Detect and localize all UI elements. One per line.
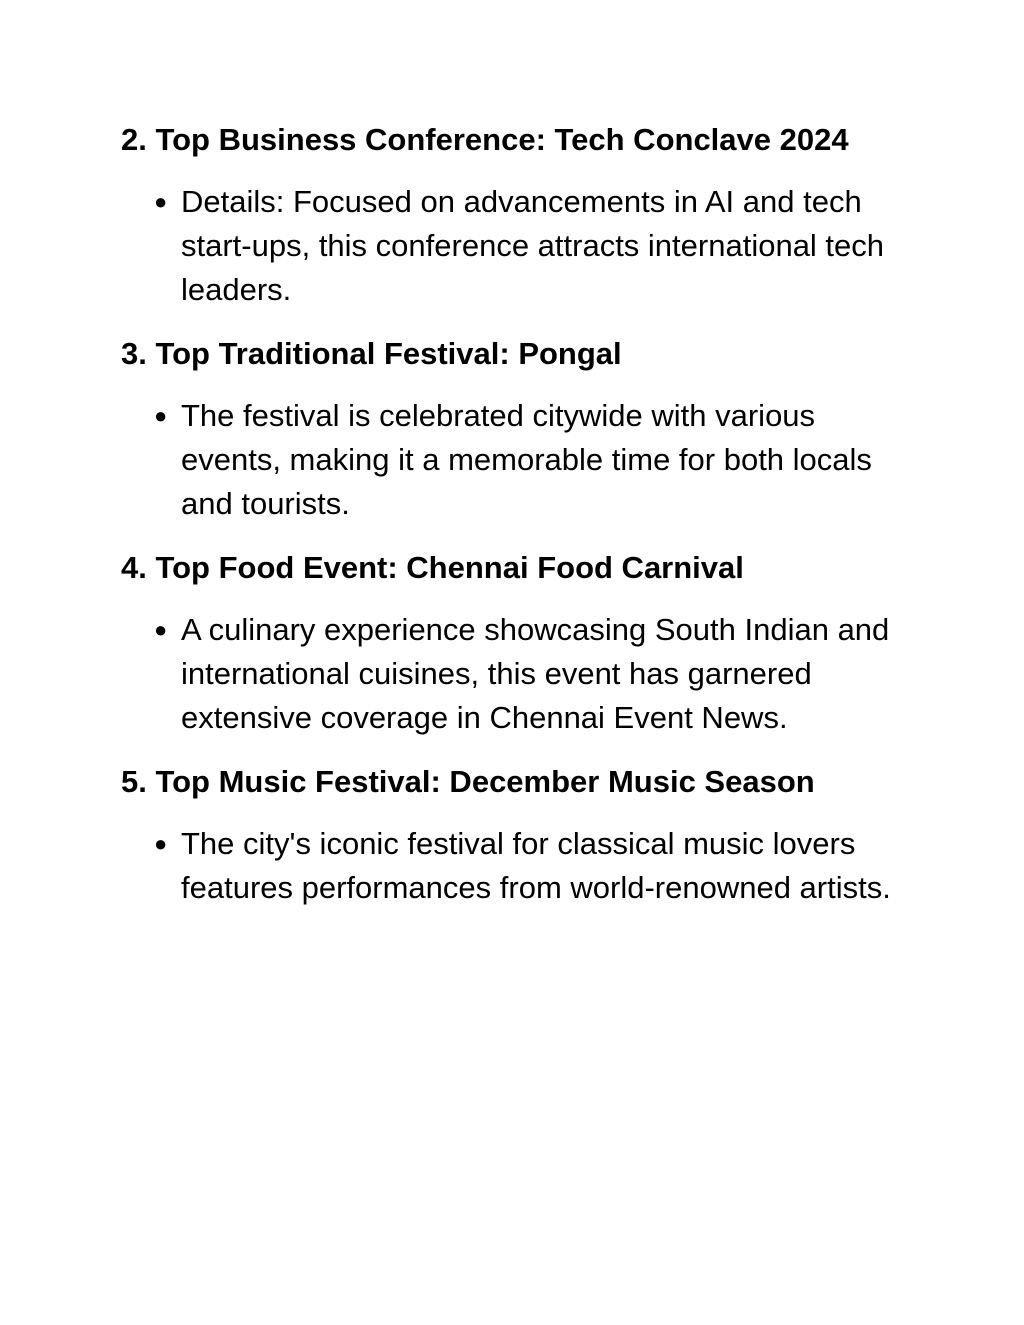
bullet-text: Details: Focused on advancements in AI and tech start-ups, this conference attracts international tech leaders. (181, 184, 885, 307)
bullet-text: The city's iconic festival for classical music lovers features performances from world-renowned artists. (181, 826, 891, 905)
bullet-icon: ● (154, 831, 168, 856)
bullet-text: A culinary experience showcasing South Indian and international cuisines, this event has garnered extensive coverage in Chennai Event News. (181, 612, 890, 735)
bullet-icon: ● (154, 617, 168, 642)
list-item (121, 180, 891, 312)
bullet-list (121, 180, 891, 312)
section-business-conference (121, 118, 891, 312)
list-item (121, 822, 891, 910)
document-page (121, 118, 891, 910)
section-traditional-festival (121, 332, 891, 526)
section-heading: 3. Top Traditional Festival: Pongal (121, 336, 622, 371)
section-heading: 2. Top Business Conference: Tech Conclave 2024 (121, 122, 849, 157)
bullet-list (121, 608, 891, 740)
list-item (121, 608, 891, 740)
bullet-list (121, 394, 891, 526)
bullet-text: The festival is celebrated citywide with various events, making it a memorable time for both locals and tourists. (181, 398, 872, 521)
section-heading: 5. Top Music Festival: December Music Season (121, 764, 815, 799)
section-heading: 4. Top Food Event: Chennai Food Carnival (121, 550, 744, 585)
section-music-festival (121, 760, 891, 910)
section-food-event (121, 546, 891, 740)
list-item (121, 394, 891, 526)
bullet-list (121, 822, 891, 910)
bullet-icon: ● (154, 189, 168, 214)
bullet-icon: ● (154, 403, 168, 428)
